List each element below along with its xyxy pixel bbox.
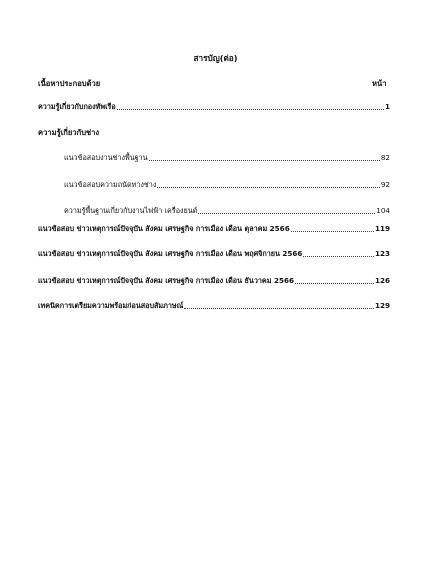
toc-entry-news-december: [38, 274, 390, 286]
toc-entry-news-november: [38, 247, 390, 259]
contents-header: เนื้อหาประกอบด้วย: [38, 79, 101, 88]
toc-entry-label: แนวข้อสอบความถนัดทางช่าง: [64, 180, 157, 189]
toc-entry-label: ความรู้เกี่ยวกับกองทัพเรือ: [38, 102, 116, 111]
toc-entry-basic-technician: [64, 151, 390, 163]
dot-leader: [149, 159, 380, 161]
toc-entry-electrical-engine: [64, 204, 390, 216]
page-header: หน้า: [372, 79, 387, 88]
toc-entry-news-october: [38, 222, 390, 234]
toc-entry-label: เทคนิคการเตรียมความพร้อมก่อนสอบสัมภาษณ์: [38, 301, 184, 310]
dot-leader: [291, 230, 374, 232]
toc-entry-technical-aptitude: [64, 178, 390, 190]
toc-entry-label: แนวข้อสอบ ข่าวเหตุการณ์ปัจจุบัน สังคม เศรษฐกิจ การเมือง เดือน ธันวาคม 2566: [38, 276, 294, 285]
dot-leader: [157, 186, 380, 188]
dot-leader: [295, 282, 374, 284]
toc-section-technician-knowledge: ความรู้เกี่ยวกับช่าง: [38, 128, 100, 137]
toc-entry-label: แนวข้อสอบงานช่างพื้นฐาน: [64, 153, 148, 162]
toc-entry-page: 92: [380, 180, 390, 189]
toc-entry-page: 129: [374, 301, 390, 310]
toc-entry-page: 126: [374, 276, 390, 285]
toc-entry-page: 82: [380, 153, 390, 162]
toc-entry-page: 104: [376, 206, 390, 215]
toc-title: สารบัญ(ต่อ): [193, 53, 238, 63]
toc-entry-label: แนวข้อสอบ ข่าวเหตุการณ์ปัจจุบัน สังคม เศรษฐกิจ การเมือง เดือน ตุลาคม 2566: [38, 224, 290, 233]
toc-entry-label: แนวข้อสอบ ข่าวเหตุการณ์ปัจจุบัน สังคม เศรษฐกิจ การเมือง เดือน พฤศจิกายน 2566: [38, 249, 303, 258]
dot-leader: [198, 212, 375, 214]
dot-leader: [303, 255, 374, 257]
toc-entry-navy-knowledge: [38, 100, 390, 112]
toc-entry-interview-prep: [38, 299, 390, 311]
toc-entry-page: 119: [374, 224, 390, 233]
dot-leader: [184, 307, 374, 309]
toc-entry-label: ความรู้พื้นฐานเกี่ยวกับงานไฟฟ้า เครื่องยนต์: [64, 206, 198, 215]
dot-leader: [117, 108, 384, 110]
toc-entry-page: 123: [374, 249, 390, 258]
toc-entry-page: 1: [384, 102, 390, 111]
